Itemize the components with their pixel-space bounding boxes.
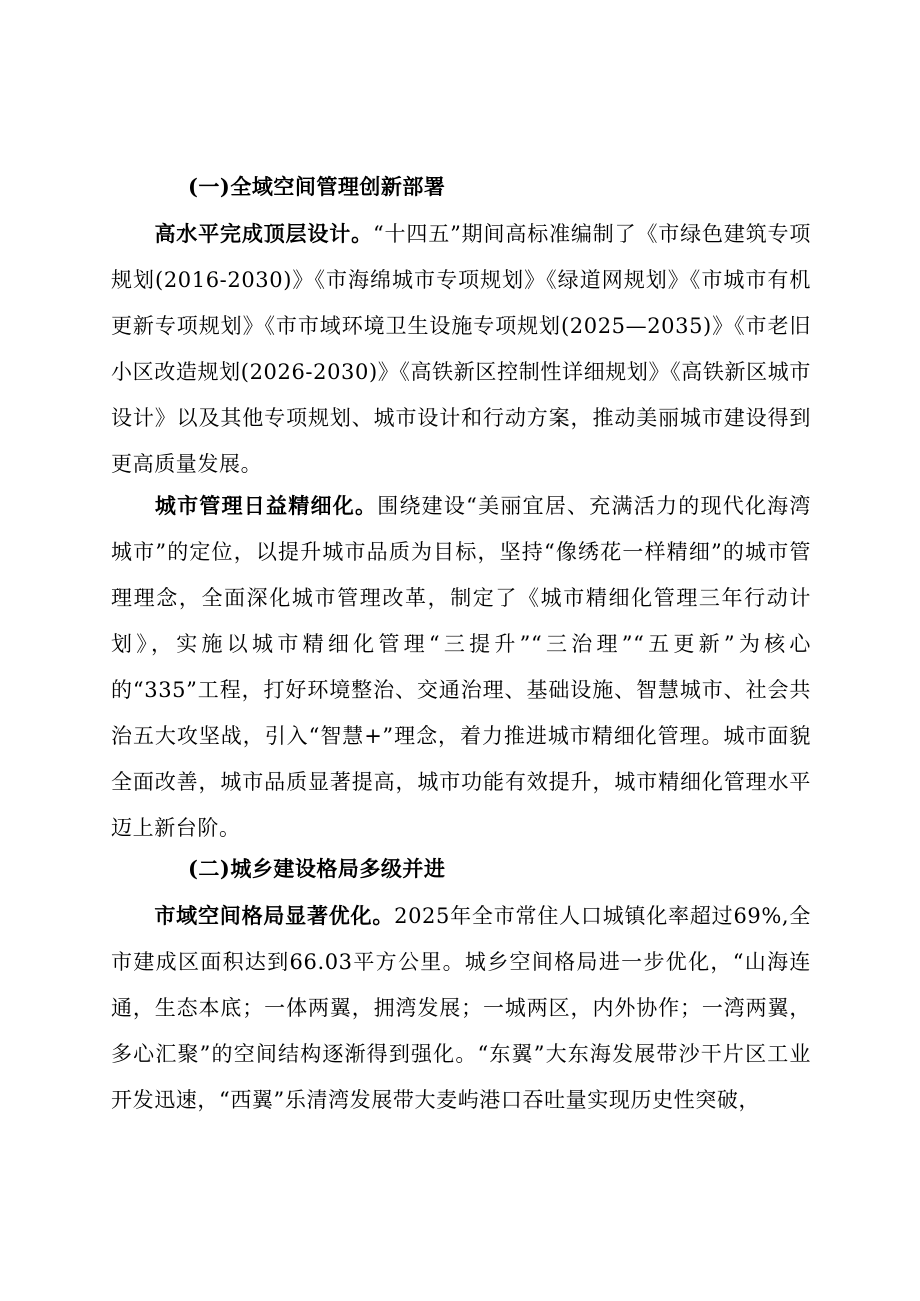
paragraph-body: “十四五”期间高标准编制了《市绿色建筑专项规划(2016-2030)》《市海绵城市专项规划》《绿道网规划》《市城市有机更新专项规划》《市市域环境卫生设施专项规划(2025—2035)》《市老旧小区改造规划(2026-2030)》《高铁新区控制性详细规划》《高铁新区城市设计》以及其他专项规划、城市设计和行动方案，推动美丽城市建设得到更高质量发展。 — [111, 222, 812, 476]
section-heading-2: (二)城乡建设格局多级并进 — [188, 856, 446, 881]
paragraph-lead: 市域空间格局显著优化。 — [154, 903, 395, 928]
paragraph-spatial-pattern — [111, 893, 811, 1123]
section-heading-1: (一)全域空间管理创新部署 — [188, 174, 446, 199]
paragraph-body: 2025年全市常住人口城镇化率超过69%,全市建成区面积达到66.03平方公里。城乡空间格局进一步优化，“山海连通，生态本底；一体两翼，拥湾发展；一城两区，内外协作；一湾两翼，多心汇聚”的空间结构逐渐得到强化。“东翼”大东海发展带沙干片区工业开发迅速，“西翼”乐清湾发展带大麦屿港口吞吐量实现历史性突破， — [111, 904, 811, 1112]
paragraph-top-level-design — [111, 211, 811, 487]
paragraph-lead: 高水平完成顶层设计。 — [154, 221, 373, 246]
paragraph-urban-management — [111, 483, 811, 851]
paragraph-lead: 城市管理日益精细化。 — [154, 493, 378, 518]
paragraph-body: 围绕建设“美丽宜居、充满活力的现代化海湾城市”的定位，以提升城市品质为目标，坚持“像绣花一样精细”的城市管理理念，全面深化城市管理改革，制定了《城市精细化管理三年行动计划》，实施以城市精细化管理“三提升”“三治理”“五更新”为核心的“335”工程，打好环境整治、交通治理、基础设施、智慧城市、社会共治五大攻坚战，引入“智慧+”理念，着力推进城市精细化管理。城市面貌全面改善，城市品质显著提高，城市功能有效提升，城市精细化管理水平迈上新台阶。 — [111, 494, 812, 840]
